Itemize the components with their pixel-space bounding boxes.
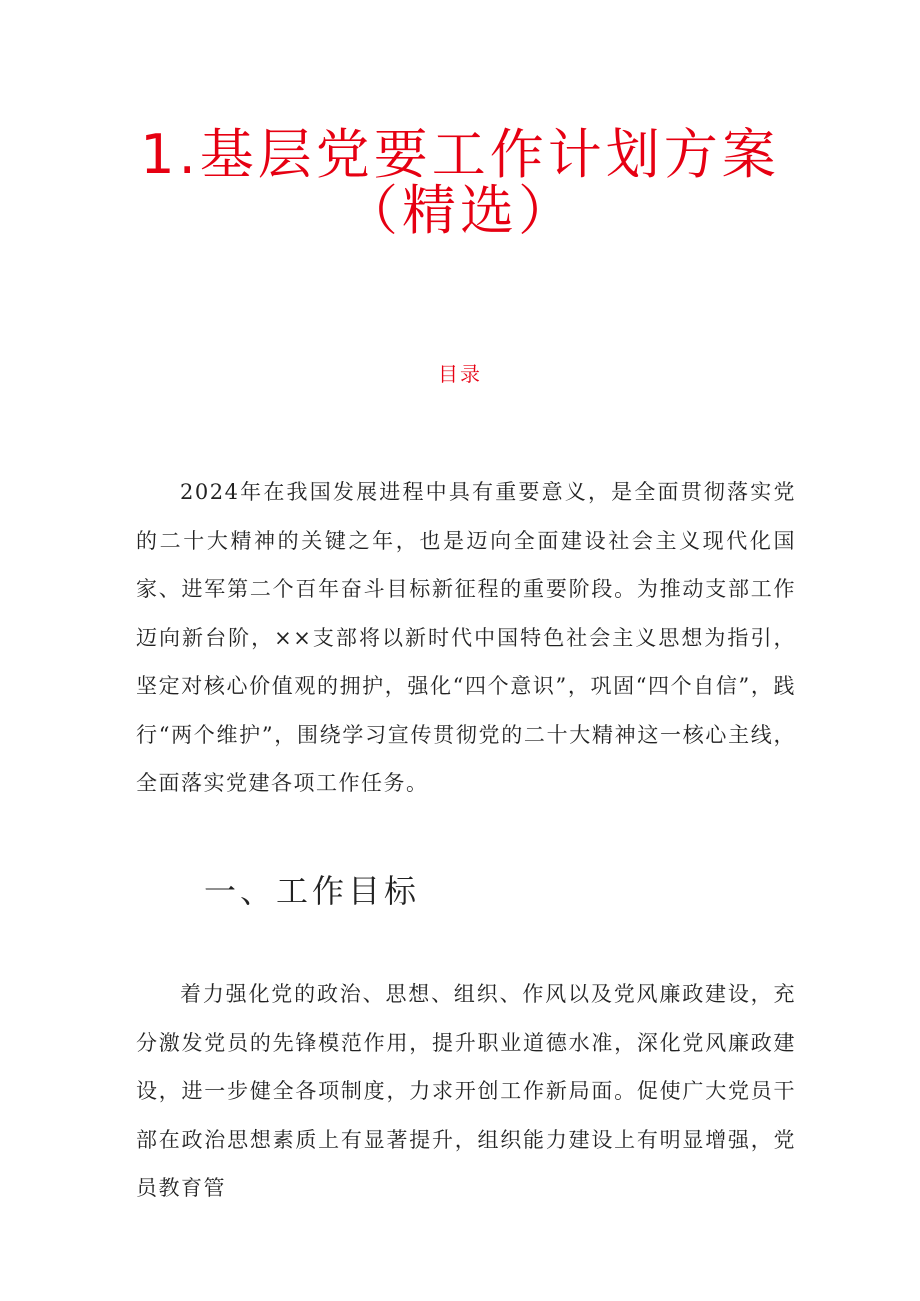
intro-paragraph: 2024年在我国发展进程中具有重要意义，是全面贯彻落实党的二十大精神的关键之年，也是迈向全面建设社会主义现代化国家、进军第二个百年奋斗目标新征程的重要阶段。为推动支部工作迈向新台阶，××支部将以新时代中国特色社会主义思想为指引，坚定对核心价值观的拥护，强化“四个意识”，巩固“四个自信”，践行“两个维护”，围绕学习宣传贯彻党的二十大精神这一核心主线，全面落实党建各项工作任务。 — [136, 480, 796, 795]
table-of-contents-link[interactable]: 目录 — [438, 362, 482, 386]
document-subtitle: （精选） — [344, 179, 576, 242]
document-title: 1.基层党要工作计划方案 — [140, 123, 780, 186]
work-goals-paragraph: 着力强化党的政治、思想、组织、作风以及党风廉政建设，充分激发党员的先锋模范作用，提升职业道德水准，深化党风廉政建设，进一步健全各项制度，力求开创工作新局面。促使广大党员干部在政治思想素质上有显著提升，组织能力建设上有明显增强，党员教育管 — [136, 982, 796, 1200]
section-heading-work-goals: 一、工作目标 — [204, 872, 421, 910]
